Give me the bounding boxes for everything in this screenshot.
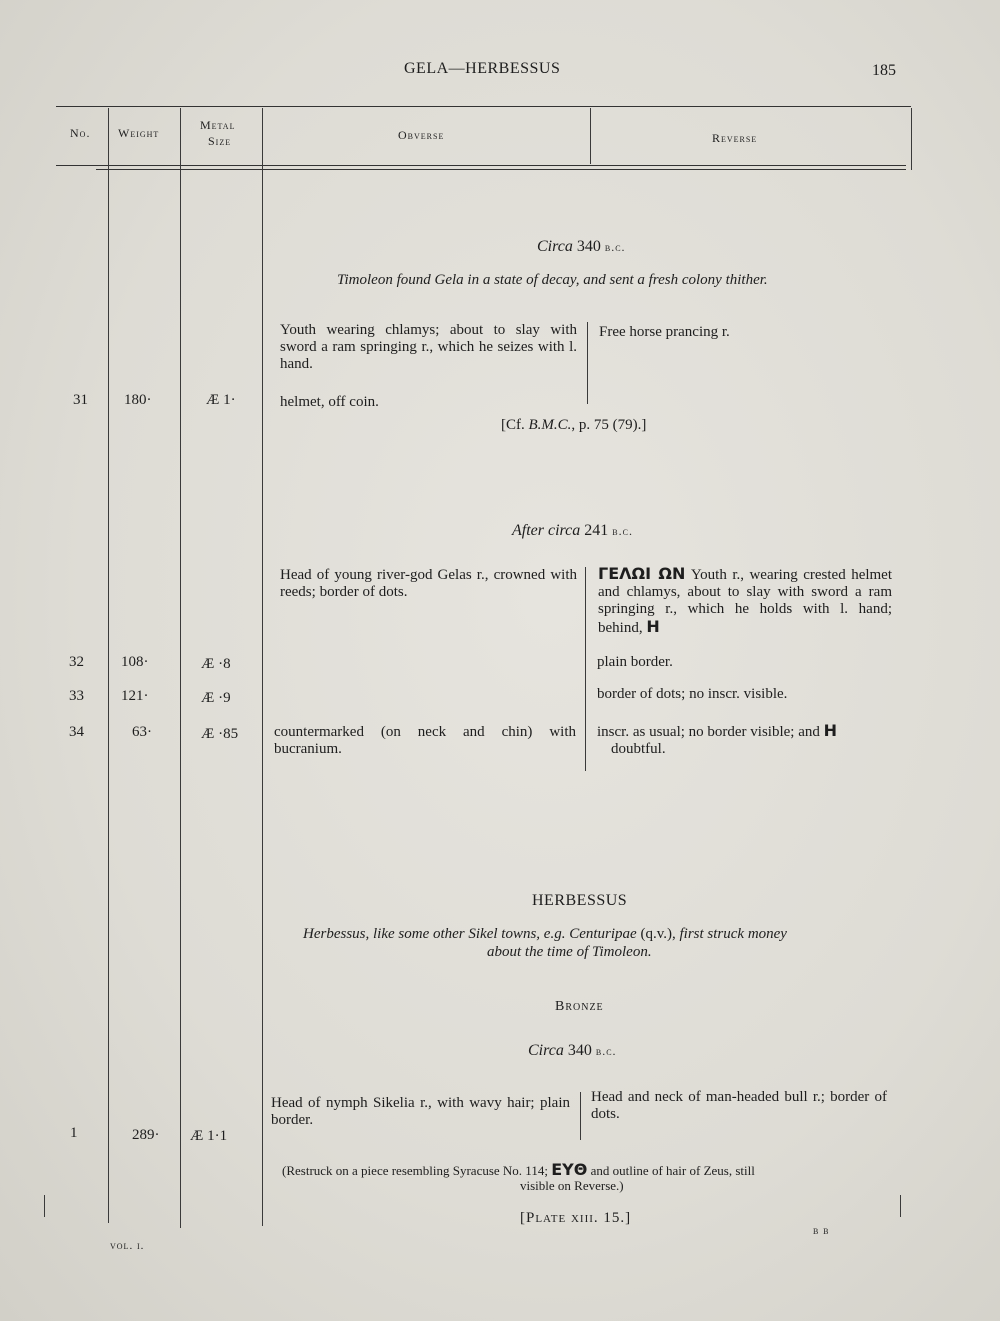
row-33-metal: Æ ·9 (201, 690, 231, 706)
herbessus-date-italic: Circa (528, 1042, 564, 1059)
page-left-rule (44, 1195, 45, 1217)
section2-obverse-desc: Head of young river-god Gelas r., crowned with reeds; border of dots. (280, 567, 577, 600)
herbessus-date-bc: b.c. (595, 1044, 617, 1058)
table-top-rule (56, 106, 911, 107)
column-rule-weight (180, 108, 181, 1228)
row-31-obverse: helmet, off coin. (280, 394, 379, 410)
section1-reverse-desc: Free horse prancing r. (599, 324, 730, 340)
row-31-no: 31 (73, 392, 88, 408)
row-34-no: 34 (69, 724, 84, 740)
header-no: No. (70, 126, 91, 140)
reverse-monogram-h: H (646, 617, 660, 636)
section2-reverse-block (598, 565, 892, 637)
section1-obverse-desc: Youth wearing chlamys; about to slay with sword a ram springing r., which he seizes with l. hand. (280, 322, 577, 372)
herbessus-date-year: 340 (567, 1042, 592, 1059)
herbessus-obverse: Head of nymph Sikelia r., with wavy hair; plain border. (271, 1095, 570, 1128)
header-size: Size (208, 134, 232, 148)
restruck-b: and outline of hair of Zeus, still (590, 1163, 755, 1178)
header-weight: Weight (118, 126, 160, 140)
section1-note: Timoleon found Gela in a state of decay, and sent a fresh colony thither. (337, 272, 768, 288)
ref-open: [Cf. (501, 417, 525, 433)
row-32-metal: Æ ·8 (201, 656, 231, 672)
section1-date-bc: b.c. (604, 240, 626, 254)
volume-mark: vol. i. (110, 1240, 145, 1252)
restruck-greek: ΕΥΘ (551, 1160, 588, 1179)
section1-date-year: 340 (576, 238, 601, 255)
section2-date (512, 522, 633, 540)
ref-italic: B.M.C. (528, 417, 572, 433)
row-34-weight: 63· (132, 724, 152, 740)
page-number: 185 (872, 62, 896, 79)
restruck-a: (Restruck on a piece resembling Syracuse No. 114; (282, 1163, 548, 1178)
section2-reverse-desc: Youth r., wearing crested helmet and chlamys, about to slay with sword a ram springing r., which he holds with l. hand; behind, (598, 567, 893, 636)
restruck-note-line1 (282, 1160, 755, 1179)
row-34-reverse-tail: doubtful. (611, 741, 666, 757)
table-header-rule-2 (96, 169, 906, 170)
header-metal: Metal (200, 118, 236, 132)
column-rule-metal (262, 108, 263, 1226)
herbessus-intro-d: about the time of Timoleon. (487, 944, 652, 960)
row-32-reverse: plain border. (597, 654, 673, 670)
herbessus-intro-b: (q.v.), (640, 926, 676, 942)
section1-date (537, 238, 626, 256)
section1-date-italic: Circa (537, 238, 573, 255)
herbessus-intro-line1 (303, 926, 787, 943)
herbessus-title: HERBESSUS (532, 892, 628, 909)
column-rule-no (108, 108, 109, 1223)
row-34-obverse: countermarked (on neck and chin) with bucranium. (274, 724, 576, 757)
herbessus-intro-a: Herbessus, like some other Sikel towns, e.g. Centuripae (303, 926, 637, 942)
row-33-reverse: border of dots; no inscr. visible. (597, 686, 788, 702)
ref-rest: , p. 75 (79).] (571, 417, 647, 433)
herbessus-intro-c: first struck money (679, 926, 787, 942)
section1-obv-rev-rule (587, 322, 588, 404)
row-31-metal: Æ 1· (206, 392, 236, 408)
section2-obv-rev-rule (585, 567, 586, 771)
herbessus-row-1-no: 1 (70, 1125, 78, 1141)
metal-heading-bronze: Bronze (555, 999, 604, 1014)
section2-date-italic: After circa (512, 522, 581, 539)
row-34-reverse-mark: H (823, 721, 838, 740)
signature-mark: b b (813, 1225, 830, 1237)
herbessus-reverse: Head and neck of man-headed bull r.; border of dots. (591, 1089, 887, 1122)
row-32-no: 32 (69, 654, 84, 670)
herbessus-row-1-weight: 289· (132, 1127, 160, 1143)
row-33-no: 33 (69, 688, 84, 704)
table-header-rule (56, 165, 906, 166)
section2-date-bc: b.c. (612, 524, 633, 538)
herbessus-obv-rev-rule (580, 1092, 581, 1140)
header-obverse: Obverse (398, 128, 445, 142)
section2-date-year: 241 (584, 522, 609, 539)
row-34-reverse-text: inscr. as usual; no border visible; and (597, 724, 820, 740)
column-rule-obv-rev-header (590, 108, 591, 164)
row-32-weight: 108· (121, 654, 149, 670)
herbessus-row-1-metal: Æ 1·1 (190, 1128, 228, 1144)
row-31-weight: 180· (124, 392, 152, 408)
running-title: GELA—HERBESSUS (404, 60, 561, 77)
row-34-metal: Æ ·85 (201, 726, 239, 742)
reverse-greek-legend: ΓΕΛΩΙ ΩΝ (598, 564, 686, 583)
column-rule-right (911, 108, 912, 170)
restruck-c: visible on Reverse.) (520, 1178, 624, 1193)
row-33-weight: 121· (121, 688, 149, 704)
page-right-rule (900, 1195, 901, 1217)
plate-reference: [Plate xiii. 15.] (520, 1210, 632, 1226)
herbessus-date (528, 1042, 617, 1060)
header-reverse: Reverse (712, 131, 758, 145)
row-34-reverse (597, 722, 891, 758)
section1-reference (501, 417, 646, 434)
